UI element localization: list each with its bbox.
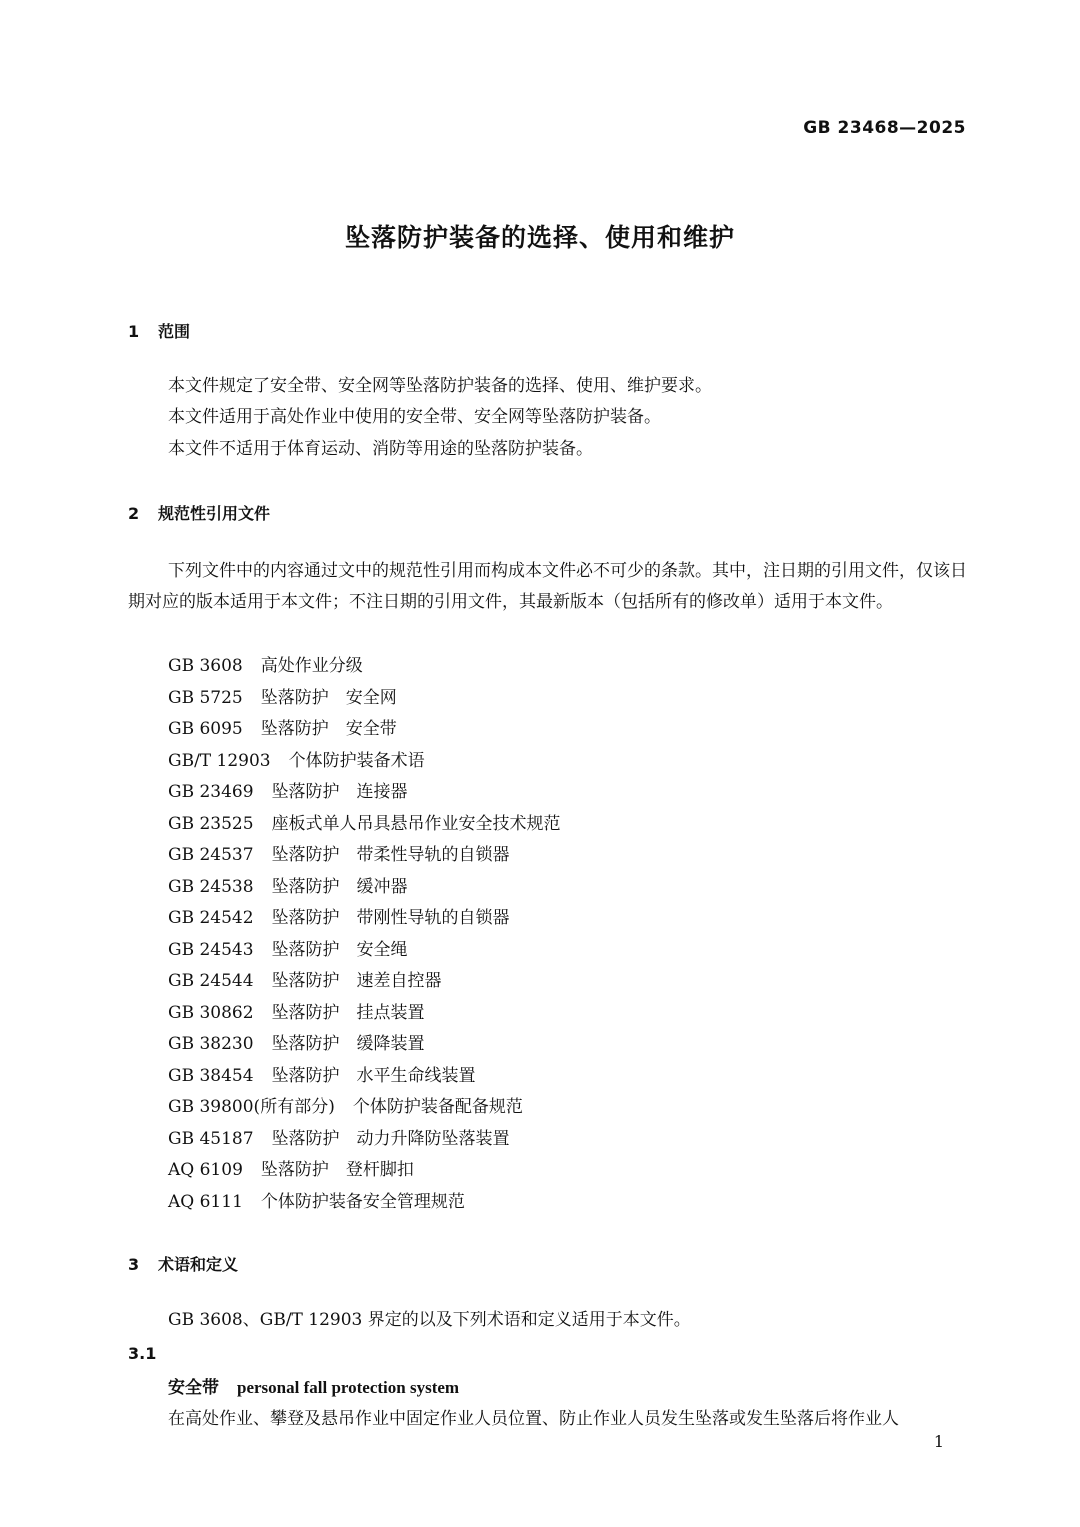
- reference-code: GB 6095: [168, 719, 243, 739]
- reference-code: GB 24538: [168, 876, 254, 897]
- reference-item: [168, 970, 561, 1002]
- reference-title: 坠落防护 连接器: [271, 782, 408, 802]
- standard-number: GB 23468—2025: [803, 118, 966, 138]
- reference-code: GB 24542: [168, 908, 254, 928]
- reference-title: 坠落防护 安全网: [260, 687, 397, 708]
- reference-title: 座板式单人吊具悬吊作业安全技术规范: [271, 813, 561, 834]
- reference-item: [168, 750, 561, 782]
- reference-title: 坠落防护 安全带: [260, 719, 397, 739]
- reference-code: GB 38454: [168, 1065, 254, 1086]
- reference-title: 坠落防护 带柔性导轨的自锁器: [271, 845, 510, 865]
- document-title: 坠落防护装备的选择、使用和维护: [344, 223, 735, 252]
- reference-item: [168, 1065, 561, 1097]
- reference-code: GB 45187: [168, 1128, 254, 1149]
- reference-code: GB 23469: [168, 782, 254, 802]
- reference-code: GB 5725: [168, 687, 243, 708]
- reference-item: [168, 1002, 561, 1034]
- section-number: 3: [128, 1255, 140, 1274]
- scope-paragraph-1: 本文件规定了安全带、安全网等坠落防护装备的选择、使用、维护要求。: [168, 376, 712, 396]
- terms-intro: GB 3608、GB/T 12903 界定的以及下列术语和定义适用于本文件。: [168, 1310, 691, 1330]
- term-chinese: 安全带: [168, 1378, 219, 1398]
- reference-code: GB 38230: [168, 1034, 254, 1054]
- reference-title: 坠落防护 缓冲器: [271, 876, 408, 897]
- term-entry: [168, 1373, 459, 1398]
- term-number: 3.1: [128, 1344, 157, 1363]
- reference-item: [168, 844, 561, 876]
- reference-code: AQ 6111: [168, 1191, 243, 1212]
- reference-item: [168, 781, 561, 813]
- reference-list: [168, 655, 561, 1222]
- reference-title: 坠落防护 带刚性导轨的自锁器: [271, 908, 510, 928]
- section-heading-terms: [128, 1252, 238, 1275]
- reference-title: 个体防护装备安全管理规范: [260, 1191, 465, 1212]
- reference-item: [168, 718, 561, 750]
- reference-item: [168, 1191, 561, 1223]
- reference-code: GB 24544: [168, 971, 254, 991]
- reference-item: [168, 876, 561, 908]
- reference-title: 坠落防护 缓降装置: [271, 1034, 425, 1054]
- scope-paragraph-3: 本文件不适用于体育运动、消防等用途的坠落防护装备。: [168, 439, 593, 459]
- scope-paragraph-2: 本文件适用于高处作业中使用的安全带、安全网等坠落防护装备。: [168, 407, 661, 427]
- reference-code: AQ 6109: [168, 1160, 243, 1180]
- reference-code: GB 23525: [168, 813, 254, 834]
- section-title: 范围: [158, 322, 191, 341]
- reference-item: [168, 907, 561, 939]
- section-number: 2: [128, 504, 140, 523]
- reference-code: GB 24543: [168, 939, 254, 960]
- reference-item: [168, 1096, 561, 1128]
- term-english: personal fall protection system: [237, 1378, 460, 1397]
- reference-item: [168, 813, 561, 845]
- term-definition: 在高处作业、攀登及悬吊作业中固定作业人员位置、防止作业人员发生坠落或发生坠落后将作业人: [168, 1409, 899, 1429]
- reference-title: 坠落防护 水平生命线装置: [271, 1065, 476, 1086]
- section-title: 规范性引用文件: [158, 504, 271, 523]
- reference-title: 坠落防护 动力升降防坠落装置: [271, 1128, 510, 1149]
- reference-title: 坠落防护 挂点装置: [271, 1002, 425, 1023]
- section-heading-scope: [128, 319, 190, 342]
- reference-title: 个体防护装备术语: [288, 750, 425, 771]
- section-number: 1: [128, 322, 140, 341]
- reference-item: [168, 1128, 561, 1160]
- section-heading-references: [128, 501, 270, 524]
- reference-code: GB/T 12903: [168, 750, 271, 771]
- reference-title: 坠落防护 登杆脚扣: [260, 1160, 414, 1180]
- reference-item: [168, 939, 561, 971]
- reference-code: GB 39800(所有部分): [168, 1097, 335, 1117]
- section-title: 术语和定义: [158, 1255, 239, 1274]
- reference-title: 个体防护装备配备规范: [352, 1097, 523, 1117]
- reference-title: 坠落防护 速差自控器: [271, 971, 442, 991]
- reference-item: [168, 1159, 561, 1191]
- reference-code: GB 30862: [168, 1002, 254, 1023]
- reference-title: 坠落防护 安全绳: [271, 939, 408, 960]
- reference-item: [168, 1033, 561, 1065]
- reference-item: [168, 687, 561, 719]
- reference-item: [168, 655, 561, 687]
- references-intro: 下列文件中的内容通过文中的规范性引用而构成本文件必不可少的条款。其中，注日期的引用文件，仅该日期对应的版本适用于本文件；不注日期的引用文件，其最新版本（包括所有的修改单）适用于本文件。: [128, 561, 967, 612]
- reference-title: 高处作业分级: [260, 656, 363, 676]
- reference-code: GB 24537: [168, 845, 254, 865]
- page-number: 1: [933, 1432, 944, 1451]
- reference-code: GB 3608: [168, 656, 243, 676]
